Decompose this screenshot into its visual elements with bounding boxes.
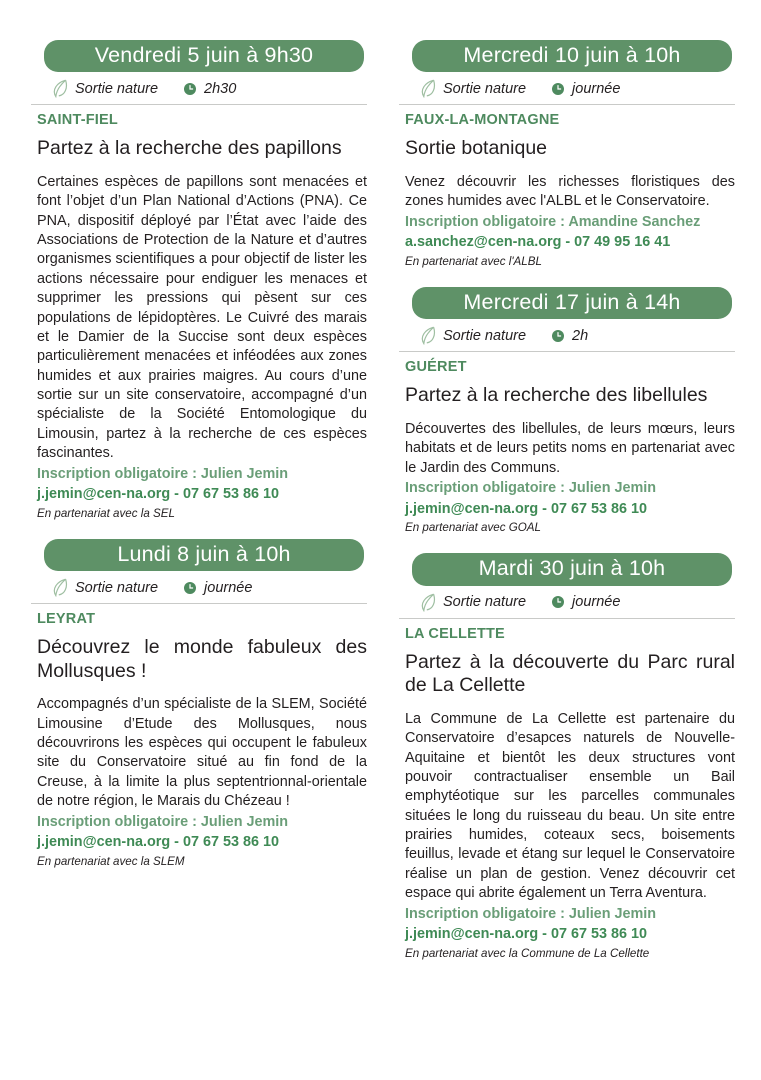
leaf-icon xyxy=(53,578,68,597)
event-date-pill: Lundi 8 juin à 10h xyxy=(44,539,364,571)
event-partner: En partenariat avec la Commune de La Cellette xyxy=(405,946,650,960)
event-date-pill: Mercredi 17 juin à 14h xyxy=(412,287,732,319)
event-card xyxy=(399,287,735,535)
event-partner: En partenariat avec la SLEM xyxy=(37,854,185,868)
event-partner: En partenariat avec GOAL xyxy=(405,521,541,535)
event-type-label: Sortie nature xyxy=(75,80,159,97)
event-contact[interactable]: j.jemin@cen-na.org - 07 67 53 86 10 xyxy=(37,834,279,851)
event-contact[interactable]: j.jemin@cen-na.org - 07 67 53 86 10 xyxy=(405,500,647,517)
event-description: Certaines espèces de papillons sont menacées et font l’objet d’un Plan National d’Actions (PNA). Ce PNA, dispositif déployé par l’État avec l’aide des Associations de Protection de la Nature et d’autres organismes scientifiques a pour objectif de lister les actions nécessaire pour endiguer les menaces et supprimer les pressions qui pèsent sur ces populations de lépidoptères. Le Cuivré des marais et le Damier de la Succise sont deux espèces particulièrement menacées et inféodées aux zones humides et aux prairies maigres. Au cours d’une sortie sur un site conservatoire, accompagné d’un spécialiste de la Société Entomologique du Limousin, partez à la recherche de ces espèces fascinantes. xyxy=(37,173,367,462)
left-column xyxy=(31,40,367,887)
section-divider xyxy=(31,603,367,604)
event-commune: LA CELLETTE xyxy=(405,625,505,642)
event-card xyxy=(31,539,367,869)
event-description: Venez découvrir les richesses floristiques des zones humides avec l'ALBL et le Conservatoire. xyxy=(405,173,735,210)
event-duration-label: journée xyxy=(204,579,253,596)
event-description: Découvertes des libellules, de leurs mœurs, leurs habitats et de leurs petits noms en partenariat avec le Jardin des Communs. xyxy=(405,420,735,476)
event-description: Accompagnés d’un spécialiste de la SLEM, Société Limousine d’Etude des Mollusques, nous découvrirons les espèces qui occupent le fabuleux site du Conservatoire situé au fin fond de la Creuse, à la limite la plus septentrionnal-orientale de notre région, le Marais du Chézeau ! xyxy=(37,696,367,810)
event-date-pill: Mardi 30 juin à 10h xyxy=(412,553,732,585)
leaf-icon xyxy=(421,79,436,98)
event-contact[interactable]: j.jemin@cen-na.org - 07 67 53 86 10 xyxy=(405,926,647,943)
event-card xyxy=(399,40,735,269)
leaf-icon xyxy=(421,326,436,345)
leaf-icon xyxy=(421,593,436,612)
event-commune: LEYRAT xyxy=(37,611,96,628)
clock-icon xyxy=(552,83,564,95)
event-title: Partez à la recherche des libellules xyxy=(405,384,708,407)
event-card xyxy=(399,553,735,961)
event-meta-row xyxy=(421,326,735,345)
section-divider xyxy=(399,618,735,619)
clock-icon xyxy=(184,582,196,594)
event-signup: Inscription obligatoire : Amandine Sanchez xyxy=(405,213,701,230)
event-type xyxy=(421,79,526,98)
event-signup: Inscription obligatoire : Julien Jemin xyxy=(37,465,289,482)
event-type xyxy=(53,578,158,597)
event-meta-row xyxy=(53,79,367,98)
event-title: Sortie botanique xyxy=(405,137,548,160)
event-type-label: Sortie nature xyxy=(443,594,527,611)
event-description: La Commune de La Cellette est partenaire du Conservatoire d’esapces naturels de Nouvelle-Aquitaine et bientôt les deux structures vont pouvoir contractualiser ensemble un Bail emphytéotique sur les parcelles communales situées le long du ruisseau du beau. Un site entre prairies humides, coteaux secs, boisements feuillus, levade et étang sur lequel le Conservatoire réalise un plan de gestion. Venez découvrir cet espace qui abrite également un Terra Aventura. xyxy=(405,710,735,902)
event-type xyxy=(421,593,526,612)
event-partner: En partenariat avec l'ALBL xyxy=(405,254,542,268)
event-duration-label: journée xyxy=(572,594,621,611)
event-signup: Inscription obligatoire : Julien Jemin xyxy=(405,480,657,496)
event-type xyxy=(53,79,158,98)
section-divider xyxy=(31,104,367,105)
clock-icon xyxy=(552,596,564,608)
event-type-label: Sortie nature xyxy=(443,327,527,344)
event-contact[interactable]: j.jemin@cen-na.org - 07 67 53 86 10 xyxy=(37,486,279,503)
event-type-label: Sortie nature xyxy=(75,579,159,596)
event-duration xyxy=(184,580,252,596)
event-partner: En partenariat avec la SEL xyxy=(37,506,175,520)
event-commune: GUÉRET xyxy=(405,359,467,376)
clock-icon xyxy=(184,83,196,95)
event-meta-row xyxy=(421,79,735,98)
event-commune: FAUX-LA-MONTAGNE xyxy=(405,112,560,129)
leaf-icon xyxy=(53,79,68,98)
event-duration-label: 2h xyxy=(572,327,589,344)
event-commune: SAINT-FIEL xyxy=(37,112,118,129)
event-signup: Inscription obligatoire : Julien Jemin xyxy=(37,813,289,830)
event-card xyxy=(31,40,367,521)
event-type-label: Sortie nature xyxy=(443,80,527,97)
event-contact[interactable]: a.sanchez@cen-na.org - 07 49 95 16 41 xyxy=(405,234,671,251)
section-divider xyxy=(399,104,735,105)
event-meta-row xyxy=(53,578,367,597)
event-duration xyxy=(552,81,620,97)
event-duration xyxy=(552,328,588,344)
event-duration-label: 2h30 xyxy=(204,80,237,97)
section-divider xyxy=(399,351,735,352)
event-duration xyxy=(184,81,236,97)
event-title: Partez à la découverte du Parc rural de La Cellette xyxy=(405,650,735,697)
clock-icon xyxy=(552,330,564,342)
right-column xyxy=(399,40,735,979)
event-meta-row xyxy=(421,593,735,612)
event-type xyxy=(421,326,526,345)
event-signup: Inscription obligatoire : Julien Jemin xyxy=(405,905,657,922)
event-title: Découvrez le monde fabuleux des Mollusques ! xyxy=(37,636,367,682)
event-duration-label: journée xyxy=(572,80,621,97)
event-date-pill: Vendredi 5 juin à 9h30 xyxy=(44,40,364,72)
event-date-pill: Mercredi 10 juin à 10h xyxy=(412,40,732,72)
event-duration xyxy=(552,594,620,610)
event-title: Partez à la recherche des papillons xyxy=(37,137,342,160)
